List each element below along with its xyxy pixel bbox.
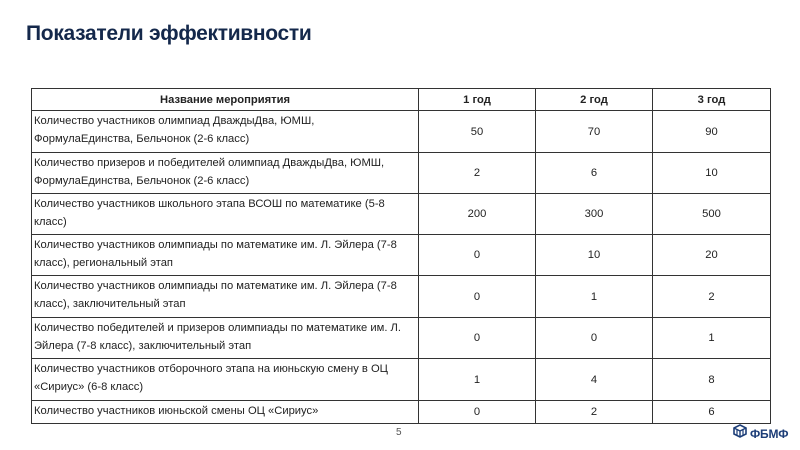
year-3-value: 8 [653,359,771,401]
year-3-value: 6 [653,401,771,424]
table-row [32,359,771,401]
year-1-value: 1 [419,359,536,401]
page-title: Показатели эффективности [26,22,312,45]
table-row [32,235,771,276]
year-1-value: 2 [419,153,536,194]
table-row [32,276,771,318]
year-3-value: 500 [653,194,771,235]
year-2-value: 10 [536,235,653,276]
year-2-value: 2 [536,401,653,424]
year-1-value: 0 [419,235,536,276]
year-3-value: 90 [653,111,771,153]
performance-table [31,88,771,424]
event-name-cell: Количество участников июньской смены ОЦ «Сириус» [32,401,419,424]
header-year-2: 2 год [536,89,653,111]
table-row [32,318,771,359]
year-1-value: 0 [419,276,536,318]
year-1-value: 0 [419,401,536,424]
event-name-cell: Количество участников олимпиады по математике им. Л. Эйлера (7-8 класс), региональный этап [32,235,419,276]
header-year-3: 3 год [653,89,771,111]
table-header-row [32,89,771,111]
table-row [32,194,771,235]
year-1-value: 0 [419,318,536,359]
year-2-value: 70 [536,111,653,153]
year-3-value: 20 [653,235,771,276]
table-row [32,401,771,424]
table-row [32,111,771,153]
event-name-cell: Количество призеров и победителей олимпиад ДваждыДва, ЮМШ, ФормулаЕдинства, Бельчонок (2-6 класс) [32,153,419,194]
event-name-cell: Количество участников олимпиады по математике им. Л. Эйлера (7-8 класс), заключительный этап [32,276,419,318]
year-2-value: 0 [536,318,653,359]
year-3-value: 2 [653,276,771,318]
event-name-cell: Количество участников отборочного этапа на июньскую смену в ОЦ «Сириус» (6-8 класс) [32,359,419,401]
header-year-1: 1 год [419,89,536,111]
year-2-value: 4 [536,359,653,401]
header-event-name: Название мероприятия [32,89,419,111]
year-1-value: 50 [419,111,536,153]
table-row [32,153,771,194]
year-2-value: 300 [536,194,653,235]
year-3-value: 1 [653,318,771,359]
event-name-cell: Количество участников олимпиад ДваждыДва, ЮМШ, ФормулаЕдинства, Бельчонок (2-6 класс) [32,111,419,153]
year-1-value: 200 [419,194,536,235]
page-number: 5 [396,427,402,438]
logo-text: ФБМФ [750,426,789,441]
year-2-value: 1 [536,276,653,318]
event-name-cell: Количество победителей и призеров олимпиады по математике им. Л. Эйлера (7-8 класс), заключительный этап [32,318,419,359]
fbmf-logo-icon [732,424,748,443]
year-3-value: 10 [653,153,771,194]
logo [732,424,788,443]
year-2-value: 6 [536,153,653,194]
event-name-cell: Количество участников школьного этапа ВСОШ по математике (5-8 класс) [32,194,419,235]
